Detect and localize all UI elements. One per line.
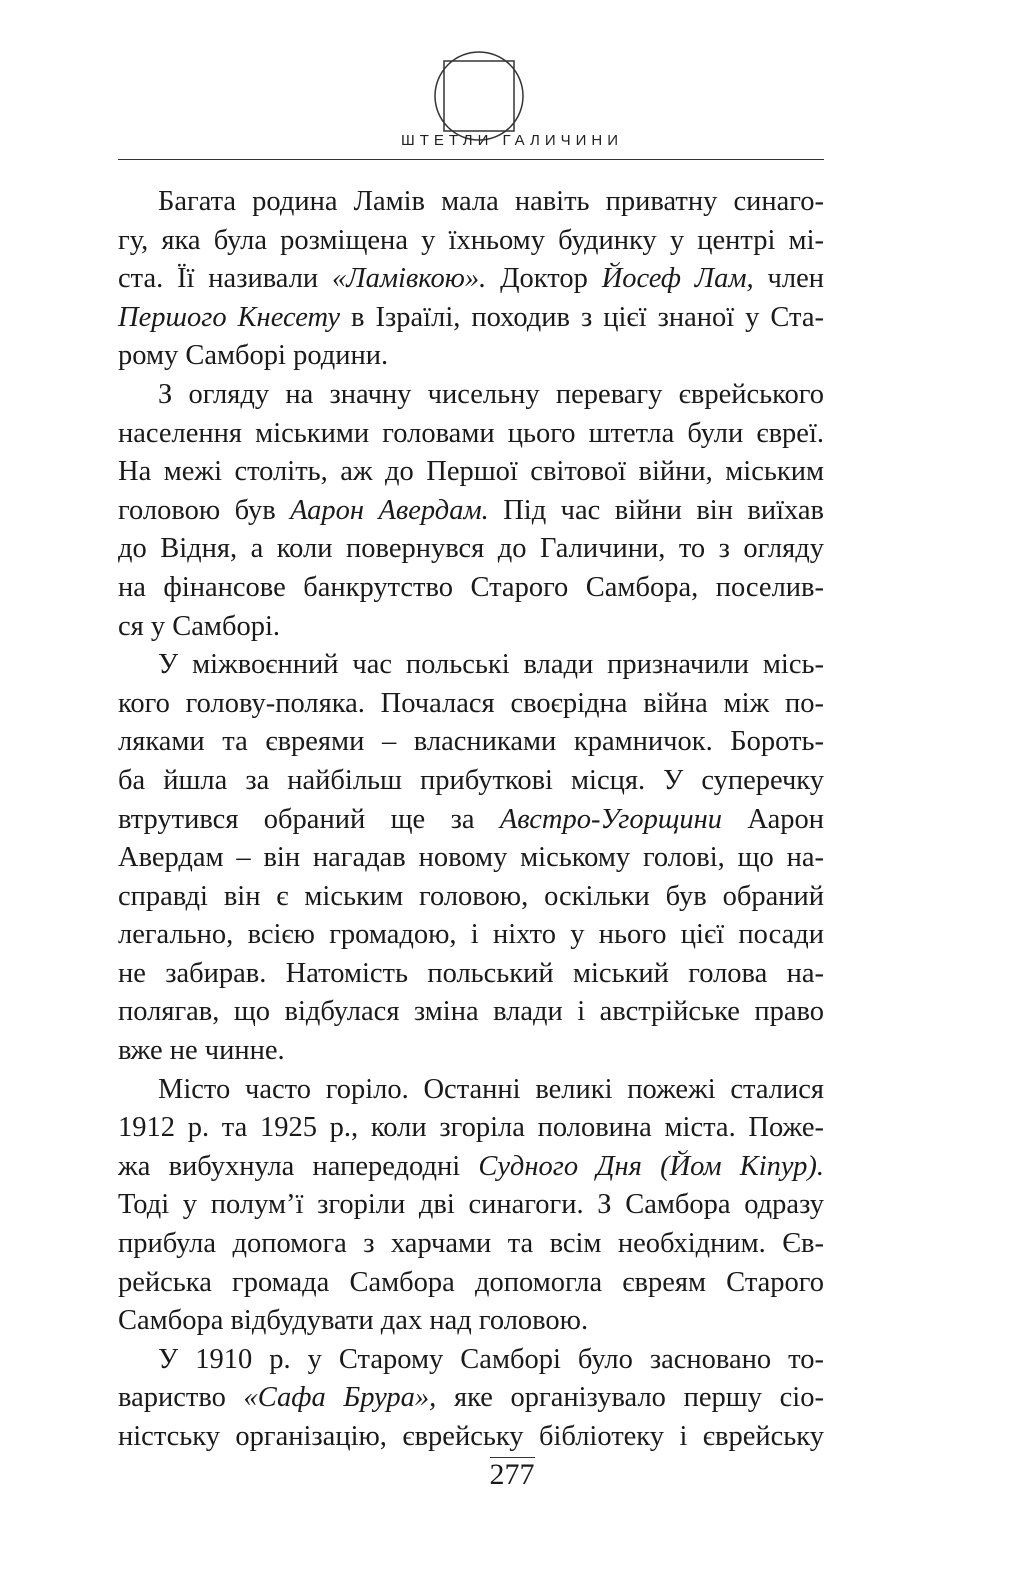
text-line: головою був Аарон Авердам. Під час війни він виїхав — [118, 494, 825, 526]
text-line: На межі століть, аж до Першої світової війни, міським — [118, 456, 824, 488]
text-line: З огляду на значну чисельну перевагу єврейського — [158, 378, 824, 410]
text-line: рейська громада Самбора допомогла євреям Старого — [118, 1266, 824, 1298]
text-line: полягав, що відбулася зміна влади і австрійське право — [118, 996, 824, 1028]
text-line: вариство «Сафа Брура», яке організувало першу сіо- — [118, 1382, 824, 1414]
text-line: гу, яка була розміщена у їхньому будинку у центрі мі- — [118, 224, 824, 256]
text-line: жа вибухнула напередодні Судного Дня (Йом Кіпур). — [118, 1150, 824, 1182]
text-line: Тоді у полум’ї згоріли дві синагоги. З Самбора одразу — [118, 1189, 824, 1221]
running-title: ШТЕТЛИ ГАЛИЧИНИ — [400, 132, 623, 149]
text-line: ба йшла за найбільш прибуткові місця. У суперечку — [118, 764, 824, 796]
text-line: 1912 р. та 1925 р., коли згоріла половина міста. Поже- — [118, 1112, 824, 1144]
text-line: не забирав. Натомість польський міський голова на- — [118, 957, 824, 989]
text-line: Багата родина Ламів мала навіть приватну синаго- — [158, 186, 824, 217]
emblem-logo — [433, 50, 525, 142]
text-line: У міжвоєнний час польські влади призначили місь- — [158, 649, 824, 681]
text-line: населення міськими головами цього штетла були євреї. — [118, 417, 824, 449]
text-line: прибула допомога з харчами та всім необхідним. Єв- — [118, 1228, 824, 1260]
text-line: ляками та євреями – власниками крамничок. Бороть- — [118, 726, 824, 758]
text-line: рому Самборі родини. — [118, 340, 389, 372]
text-line: до Відня, а коли повернувся до Галичини, то з огляду — [118, 533, 824, 565]
text-line: втрутився обраний ще за Австро-Угорщини Аарон — [118, 803, 825, 835]
text-line: справді він є міським головою, оскільки був обраний — [118, 880, 824, 912]
header-rule — [118, 159, 824, 160]
text-line: Авердам – він нагадав новому міському голові, що на- — [118, 842, 824, 874]
body-text — [118, 183, 824, 1457]
text-line: на фінансове банкрутство Старого Самбора, поселив- — [118, 571, 824, 603]
text-line: кого голову-поляка. Почалася своєрідна війна між по- — [118, 687, 824, 719]
text-line: ся у Самборі. — [118, 610, 280, 642]
text-line: вже не чинне. — [118, 1035, 285, 1067]
page-number: 277 — [489, 1458, 535, 1491]
text-line: ста. Її називали «Ламівкою». Доктор Йосеф Лам, член — [118, 263, 824, 295]
text-line: Самбора відбудувати дах над головою. — [118, 1305, 589, 1337]
text-line: У 1910 р. у Старому Самборі було засновано то- — [158, 1343, 824, 1375]
text-line: легально, всією громадою, і ніхто у нього цієї посади — [118, 919, 824, 951]
text-line: ністську організацію, єврейську бібліотеку і єврейську — [118, 1421, 824, 1452]
text-line: Першого Кнесету в Ізраїлі, походив з цієї знаної у Ста- — [118, 301, 824, 333]
text-line: Місто часто горіло. Останні великі пожежі сталися — [158, 1073, 824, 1105]
